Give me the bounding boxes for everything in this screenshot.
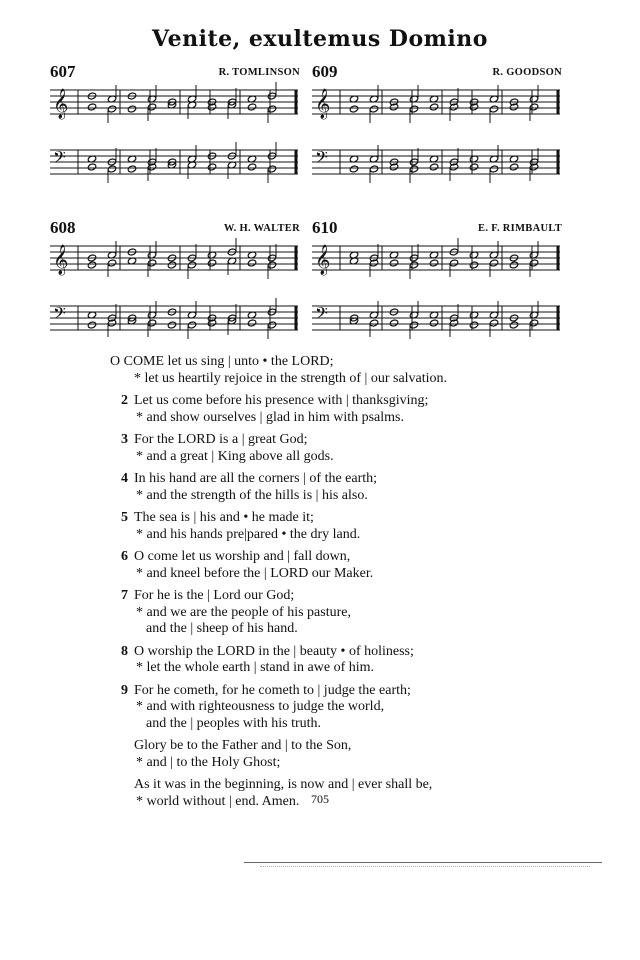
psalm-verse: [110, 549, 530, 582]
chant-number: 610: [312, 218, 338, 237]
verse-line: * let the whole earth | stand in awe of him.: [136, 660, 375, 675]
note-head: [489, 319, 498, 327]
note-head: [147, 103, 156, 111]
verse-number: 8: [121, 643, 128, 659]
bottom-rule-faint: [260, 866, 590, 867]
note-head: [529, 103, 538, 111]
note-head: [107, 259, 116, 267]
note-head: [167, 321, 176, 329]
note-head: [429, 163, 438, 171]
psalm-verse: [110, 644, 530, 677]
psalm-verse: [110, 393, 530, 426]
note-head: [127, 165, 136, 173]
note-head: [389, 259, 398, 267]
verse-line: For he cometh, for he cometh to | judge the earth;: [134, 682, 411, 698]
note-head: [187, 261, 196, 269]
note-head: [469, 321, 478, 329]
note-head: [147, 259, 156, 267]
note-head: [87, 321, 96, 329]
verse-line: * and | to the Holy Ghost;: [136, 754, 281, 770]
verse-line: For he is the | Lord our God;: [134, 588, 295, 603]
note-head: [87, 261, 96, 269]
chant-composer: R. GOODSON: [492, 67, 562, 78]
verse-line: * and show ourselves | glad in him with psalms.: [136, 409, 405, 425]
verse-line: Glory be to the Father and | to the Son,: [134, 738, 352, 753]
verse-number: 5: [121, 510, 128, 525]
note-head: [107, 165, 116, 173]
note-head: [187, 321, 196, 329]
psalm-verse: [110, 588, 530, 638]
psalm-verse: [110, 432, 530, 465]
chant-score: [312, 82, 562, 212]
note-head: [489, 105, 498, 113]
note-head: [509, 163, 518, 171]
chant-score: [312, 238, 562, 368]
note-head: [429, 319, 438, 327]
note-head: [409, 321, 418, 329]
note-head: [469, 261, 478, 269]
gloria: [110, 738, 530, 771]
note-head: [409, 165, 418, 173]
note-head: [489, 259, 498, 267]
treble-clef-icon: 𝄞: [315, 245, 331, 275]
chant-score: [50, 238, 300, 368]
verse-line: * and the strength of the hills is | his also.: [136, 487, 368, 503]
note-head: [207, 259, 216, 267]
chant-composer: R. TOMLINSON: [218, 67, 300, 78]
note-head: [87, 163, 96, 171]
bass-clef-icon: 𝄢: [53, 147, 66, 171]
note-head: [87, 103, 96, 111]
note-head: [529, 319, 538, 327]
psalm-text: [110, 354, 530, 816]
note-head: [247, 259, 256, 267]
verse-line: O come let us worship and | fall down,: [134, 549, 351, 564]
page-number: 705: [311, 792, 329, 806]
chant-composer: E. F. RIMBAULT: [478, 223, 562, 234]
verse-number: 2: [121, 393, 128, 408]
verse-line: For the LORD is a | great God;: [134, 432, 308, 447]
note-head: [247, 163, 256, 171]
note-head: [409, 261, 418, 269]
verse-line: O worship the LORD in the | beauty • of holiness;: [134, 643, 414, 659]
note-head: [267, 261, 276, 269]
verse-line: * and kneel before the | LORD our Maker.: [136, 565, 374, 581]
note-head: [369, 319, 378, 327]
note-head: [247, 319, 256, 327]
verse-line: * and his hands pre|pared • the dry land.: [136, 526, 361, 542]
verse-line: * and we are the people of his pasture,: [136, 604, 351, 620]
note-head: [409, 105, 418, 113]
note-head: [469, 163, 478, 171]
note-head: [509, 321, 518, 329]
treble-clef-icon: 𝄞: [53, 89, 69, 119]
psalm-verse: [110, 354, 530, 387]
note-head: [449, 259, 458, 267]
note-head: [167, 261, 176, 269]
verse-number: 6: [121, 549, 128, 564]
note-head: [509, 261, 518, 269]
psalm-verse: [110, 471, 530, 504]
verse-line: As it was in the beginning, is now and | ever shall be,: [134, 777, 433, 792]
psalm-verse: [110, 683, 530, 733]
page-title: Venite, exultemus Domino: [152, 26, 488, 52]
verse-number: 9: [121, 682, 128, 698]
chant-composer: W. H. WALTER: [223, 223, 300, 234]
chant-number: 608: [50, 218, 76, 237]
bass-clef-icon: 𝄢: [315, 303, 328, 327]
note-head: [267, 165, 276, 173]
chant-number: 607: [50, 62, 76, 81]
note-head: [529, 259, 538, 267]
note-head: [349, 165, 358, 173]
note-head: [349, 105, 358, 113]
verse-line: * world without | end. Amen.: [136, 793, 300, 809]
note-head: [369, 105, 378, 113]
verse-line: * and a great | King above all gods.: [136, 448, 334, 464]
verse-line: Let us come before his presence with | thanksgiving;: [134, 393, 429, 408]
note-head: [389, 319, 398, 327]
verse-line: * and with righteousness to judge the world,: [136, 699, 385, 714]
note-head: [107, 105, 116, 113]
bass-clef-icon: 𝄢: [53, 303, 66, 327]
verse-line: O COME let us sing | unto • the LORD;: [110, 354, 334, 369]
verse-line: and the | sheep of his hand.: [146, 621, 298, 636]
note-head: [267, 105, 276, 113]
verse-number: 3: [121, 432, 128, 447]
verse-number: 4: [121, 471, 128, 486]
chant-score: [50, 82, 300, 212]
note-head: [429, 259, 438, 267]
treble-clef-icon: 𝄞: [53, 245, 69, 275]
note-head: [489, 165, 498, 173]
psalm-verse: [110, 510, 530, 543]
note-head: [267, 321, 276, 329]
verse-line: In his hand are all the corners | of the earth;: [134, 471, 378, 486]
note-head: [369, 165, 378, 173]
note-head: [429, 103, 438, 111]
verse-line: and the | peoples with his truth.: [146, 715, 322, 731]
note-head: [127, 105, 136, 113]
bass-clef-icon: 𝄢: [315, 147, 328, 171]
treble-clef-icon: 𝄞: [315, 89, 331, 119]
note-head: [247, 103, 256, 111]
bottom-rule: [244, 862, 602, 863]
note-head: [147, 319, 156, 327]
verse-line: * let us heartily rejoice in the strength of | our salvation.: [134, 370, 448, 386]
note-head: [207, 163, 216, 171]
verse-number: 7: [121, 588, 128, 603]
chant-number: 609: [312, 62, 338, 81]
verse-line: The sea is | his and • he made it;: [134, 510, 314, 525]
